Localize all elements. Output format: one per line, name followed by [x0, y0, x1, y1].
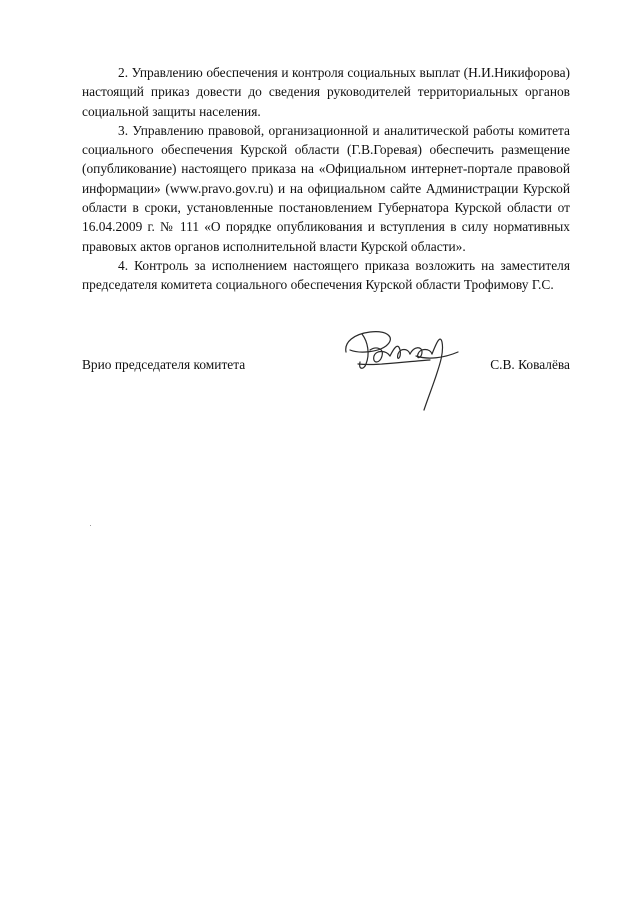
signature-block	[82, 357, 570, 377]
scan-speck	[90, 525, 91, 526]
signatory-name: С.В. Ковалёва	[490, 357, 570, 372]
document-body	[82, 63, 570, 295]
signatory-position: Врио председателя комитета	[82, 357, 246, 372]
paragraph-4: 4. Контроль за исполнением настоящего приказа возложить на заместителя председателя комитета социального обеспечения Курской области Трофимову Г.С.	[82, 257, 570, 293]
paragraph-2: 2. Управлению обеспечения и контроля социальных выплат (Н.И.Никифорова) настоящий приказ довести до сведения руководителей территориальных органов социальной защиты населения.	[82, 65, 570, 119]
paragraph-3: 3. Управлению правовой, организационной и аналитической работы комитета социального обеспечения Курской области (Г.В.Горевая) обеспечить размещение (опубликование) настоящего приказа на «Официальном интернет-портале правовой информации» (www.pravo.gov.ru) и на официальном сайте Администрации Курской области в сроки, установленные постановлением Губернатора Курской области от 16.04.2009 г. № 111 «О порядке опубликования и вступления в силу нормативных правовых актов органов исполнительной власти Курской области».	[82, 122, 570, 254]
